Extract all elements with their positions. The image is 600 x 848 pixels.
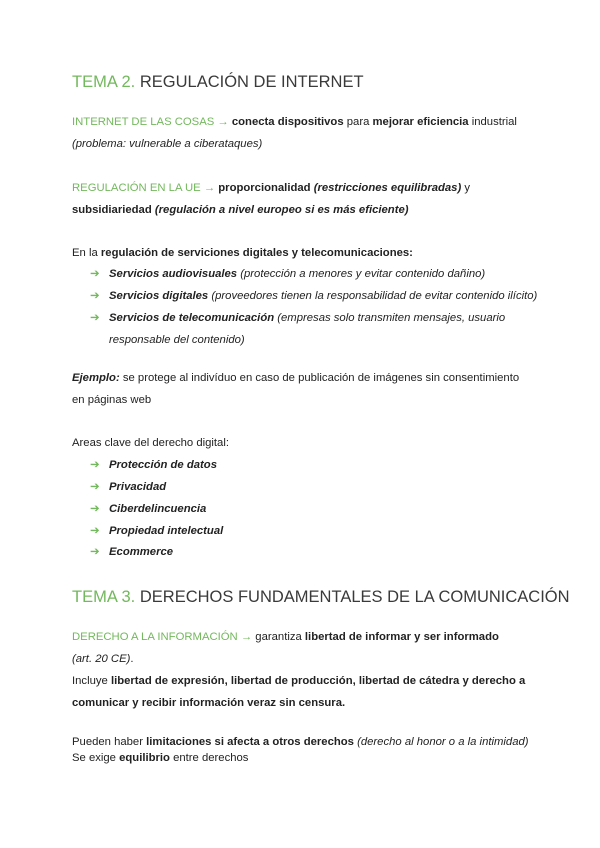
paragraph-internet-cosas-note <box>72 137 560 151</box>
text-segment: TEMA 3. <box>72 588 136 606</box>
text-segment: (proveedores tienen la responsabilidad de evitar contenido ilícito) <box>208 290 538 302</box>
text-segment: (problema: vulnerable a ciberataques) <box>72 138 263 150</box>
text-segment: (derecho al honor o a la intimidad) <box>357 736 529 748</box>
text-segment: REGULACIÓN DE INTERNET <box>135 73 364 91</box>
list-item-servicios-audiovisuales <box>109 267 560 281</box>
list-item <box>109 502 560 516</box>
list-item-servicios-telecomunicacion-cont <box>109 333 560 347</box>
text-segment: . <box>130 653 134 665</box>
text-segment: entre derechos <box>169 752 249 764</box>
text-segment: Propiedad intelectual <box>109 525 224 537</box>
text-segment: (empresas solo transmiten mensajes, usuario <box>274 312 506 324</box>
text-segment: responsable del contenido) <box>109 334 245 346</box>
text-segment: comunicar y recibir información veraz sin censura. <box>72 697 346 709</box>
paragraph-equilibrio <box>72 751 560 765</box>
text-segment: → <box>200 182 219 194</box>
paragraph-derecho-informacion <box>72 630 560 644</box>
text-segment: (restricciones equilibradas) <box>313 182 462 194</box>
text-segment: TEMA 2. <box>72 73 136 91</box>
text-segment: industrial <box>468 116 517 128</box>
arrow-bullet-icon: ➔ <box>90 268 100 280</box>
paragraph-limitaciones <box>72 735 560 749</box>
text-segment: Protección de datos <box>109 459 217 471</box>
text-segment: DERECHOS FUNDAMENTALES DE LA COMUNICACIÓN <box>135 588 570 606</box>
list-item-servicios-telecomunicacion <box>109 311 560 325</box>
arrow-bullet-icon: ➔ <box>90 481 100 493</box>
text-segment: se protege al indivíduo en caso de publicación de imágenes sin consentimiento <box>119 372 520 384</box>
paragraph-internet-cosas <box>72 115 560 129</box>
text-segment: REGULACIÓN EN LA UE <box>72 182 201 194</box>
text-segment: → <box>214 116 232 128</box>
text-segment: INTERNET DE LAS COSAS <box>72 116 215 128</box>
paragraph-incluye <box>72 674 560 688</box>
arrow-bullet-icon: ➔ <box>90 459 100 471</box>
arrow-bullet-icon: ➔ <box>90 503 100 515</box>
text-segment: Pueden haber <box>72 736 147 748</box>
list-item <box>109 524 560 538</box>
arrow-bullet-icon: ➔ <box>90 525 100 537</box>
text-segment: conecta dispositivos <box>231 116 344 128</box>
text-segment: (art. 20 CE) <box>72 653 131 665</box>
paragraph-derecho-informacion-cont <box>72 652 560 666</box>
paragraph-ejemplo <box>72 371 560 385</box>
text-segment: en páginas web <box>72 394 152 406</box>
text-segment: regulación de serviciones digitales y telecomunicaciones: <box>100 247 413 259</box>
paragraph-regulacion-ue-cont <box>72 203 560 217</box>
text-segment: Ecommerce <box>109 546 174 558</box>
text-segment: Servicios audiovisuales <box>109 268 238 280</box>
text-segment: limitaciones si afecta a otros derechos <box>146 736 354 748</box>
paragraph-areas-intro <box>72 436 560 450</box>
list-item-servicios-digitales <box>109 289 560 303</box>
list-item <box>109 458 560 472</box>
text-segment: libertad de expresión, libertad de producción, libertad de cátedra y derecho a <box>110 675 526 687</box>
text-segment: proporcionalidad <box>218 182 311 194</box>
section-heading-tema-3 <box>72 587 570 607</box>
text-segment: y <box>461 182 471 194</box>
text-segment: Se exige <box>72 752 120 764</box>
text-segment: En la <box>72 247 101 259</box>
text-segment: Servicios digitales <box>109 290 209 302</box>
text-segment: Ejemplo: <box>72 372 120 384</box>
list-item <box>109 545 560 559</box>
text-segment: (regulación a nivel europeo si es más eficiente) <box>154 204 409 216</box>
paragraph-incluye-cont <box>72 696 560 710</box>
text-segment: para <box>343 116 373 128</box>
text-segment: → <box>237 631 256 643</box>
paragraph-servicios-intro <box>72 246 560 260</box>
text-segment: Ciberdelincuencia <box>109 503 207 515</box>
text-segment: Privacidad <box>109 481 167 493</box>
text-segment: Areas clave del derecho digital: <box>72 437 229 449</box>
list-item <box>109 480 560 494</box>
paragraph-regulacion-ue <box>72 181 560 195</box>
text-segment: garantiza <box>255 631 305 643</box>
paragraph-ejemplo-cont <box>72 393 560 407</box>
text-segment: Incluye <box>72 675 111 687</box>
text-segment: Servicios de telecomunicación <box>109 312 275 324</box>
text-segment: subsidiariedad <box>72 204 152 216</box>
text-segment: mejorar eficiencia <box>372 116 469 128</box>
section-heading-tema-2 <box>72 72 560 92</box>
text-segment: libertad de informar y ser informado <box>304 631 499 643</box>
arrow-bullet-icon: ➔ <box>90 290 100 302</box>
text-segment: equilibrio <box>119 752 170 764</box>
text-segment: DERECHO A LA INFORMACIÓN <box>72 631 238 643</box>
text-segment: (protección a menores y evitar contenido dañino) <box>237 268 486 280</box>
arrow-bullet-icon: ➔ <box>90 312 100 324</box>
arrow-bullet-icon: ➔ <box>90 546 100 558</box>
